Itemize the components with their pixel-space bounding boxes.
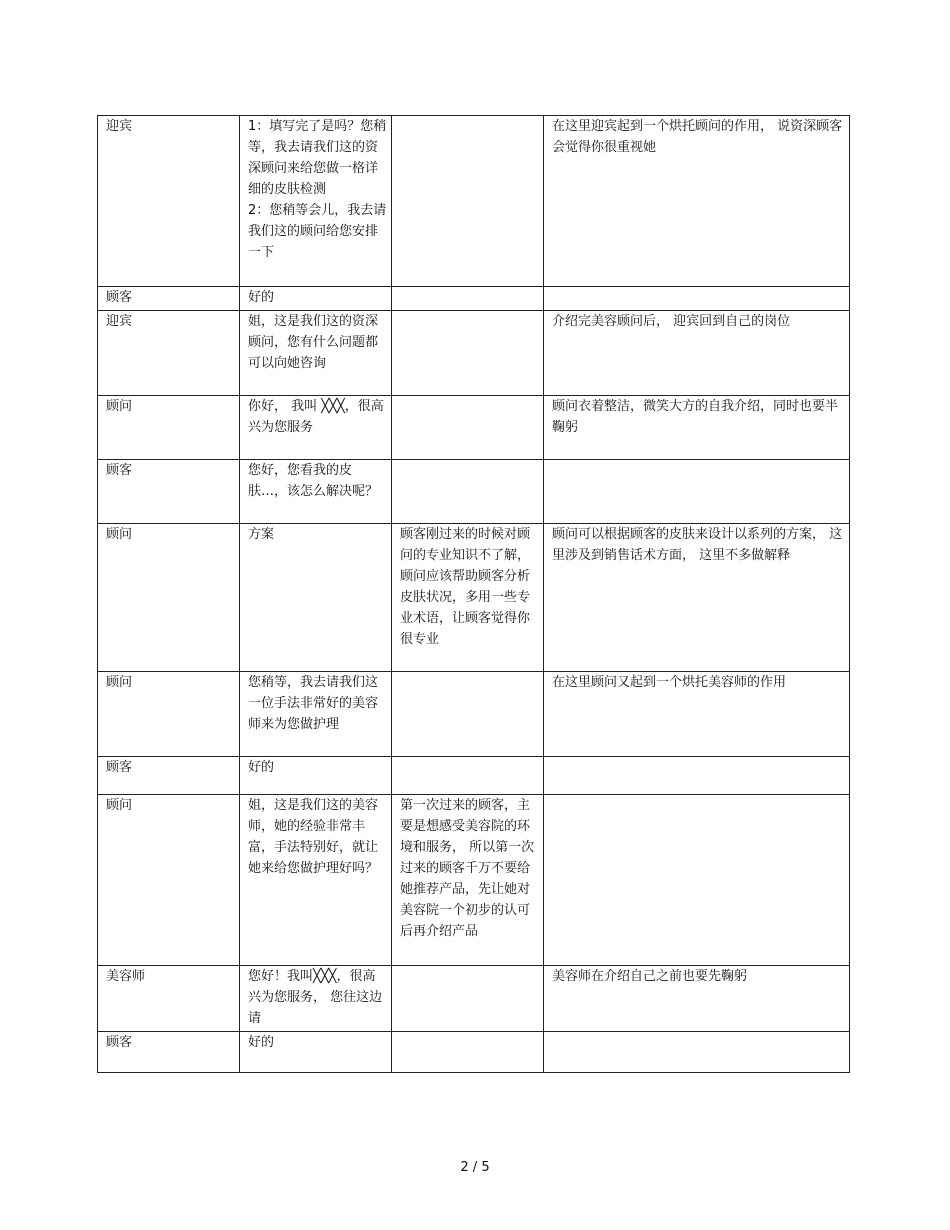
note-cell: 顾问衣着整洁，微笑大方的自我介绍，同时也要半鞠躬	[544, 396, 850, 460]
explanation-cell	[392, 311, 544, 396]
role-cell: 迎宾	[98, 311, 240, 396]
explanation-cell	[392, 396, 544, 460]
table-body	[98, 116, 850, 1073]
page-number: 2 / 5	[460, 1160, 490, 1175]
role-cell: 顾客	[98, 460, 240, 524]
explanation-cell	[392, 116, 544, 287]
service-script-table	[97, 115, 850, 1073]
speech-cell: 姐，这是我们这的美容师，她的经验非常丰富，手法特别好，就让她来给您做护理好吗？	[240, 795, 392, 966]
role-cell: 顾问	[98, 524, 240, 672]
note-cell: 美容师在介绍自己之前也要先鞠躬	[544, 966, 850, 1032]
speech-cell: 好的	[240, 287, 392, 311]
role-cell: 顾问	[98, 795, 240, 966]
note-cell	[544, 757, 850, 795]
note-cell: 在这里迎宾起到一个烘托顾问的作用， 说资深顾客会觉得你很重视她	[544, 116, 850, 287]
table-row	[98, 116, 850, 287]
explanation-cell: 顾客刚过来的时候对顾问的专业知识不了解，顾问应该帮助顾客分析皮肤状况，多用一些专业术语，让顾客觉得你很专业	[392, 524, 544, 672]
speech-cell: 您好！我叫╳╳╳，很高兴为您服务， 您往这边请	[240, 966, 392, 1032]
explanation-cell	[392, 672, 544, 757]
table-row	[98, 287, 850, 311]
speech-cell: 好的	[240, 1032, 392, 1073]
table-row	[98, 311, 850, 396]
speech-cell: 你好， 我叫 ╳╳╳，很高兴为您服务	[240, 396, 392, 460]
explanation-cell	[392, 966, 544, 1032]
explanation-cell	[392, 287, 544, 311]
table-row	[98, 396, 850, 460]
note-cell: 介绍完美容顾问后， 迎宾回到自己的岗位	[544, 311, 850, 396]
role-cell: 顾客	[98, 757, 240, 795]
table-row	[98, 1032, 850, 1073]
speech-cell: 您稍等，我去请我们这一位手法非常好的美容师来为您做护理	[240, 672, 392, 757]
note-cell	[544, 1032, 850, 1073]
table-row	[98, 795, 850, 966]
explanation-cell	[392, 1032, 544, 1073]
role-cell: 顾客	[98, 287, 240, 311]
note-cell	[544, 287, 850, 311]
note-cell: 在这里顾问又起到一个烘托美容师的作用	[544, 672, 850, 757]
role-cell: 顾客	[98, 1032, 240, 1073]
table-row	[98, 524, 850, 672]
table-row	[98, 757, 850, 795]
speech-cell: 1：填写完了是吗？您稍等，我去请我们这的资深顾问来给您做一格详细的皮肤检测 2：您稍等会儿，我去请我们这的顾问给您安排一下	[240, 116, 392, 287]
role-cell: 迎宾	[98, 116, 240, 287]
table-row	[98, 672, 850, 757]
note-cell	[544, 460, 850, 524]
role-cell: 顾问	[98, 672, 240, 757]
role-cell: 顾问	[98, 396, 240, 460]
explanation-cell	[392, 757, 544, 795]
explanation-cell	[392, 460, 544, 524]
explanation-cell: 第一次过来的顾客，主要是想感受美容院的环境和服务， 所以第一次过来的顾客千万不要给她推荐产品，先让她对美容院一个初步的认可后再介绍产品	[392, 795, 544, 966]
table-row	[98, 460, 850, 524]
role-cell: 美容师	[98, 966, 240, 1032]
table-row	[98, 966, 850, 1032]
speech-cell: 方案	[240, 524, 392, 672]
speech-cell: 姐，这是我们这的资深顾问，您有什么问题都可以向她咨询	[240, 311, 392, 396]
note-cell: 顾问可以根据顾客的皮肤来设计以系列的方案， 这里涉及到销售话术方面， 这里不多做解释	[544, 524, 850, 672]
note-cell	[544, 795, 850, 966]
speech-cell: 您好，您看我的皮肤…，该怎么解决呢？	[240, 460, 392, 524]
speech-cell: 好的	[240, 757, 392, 795]
